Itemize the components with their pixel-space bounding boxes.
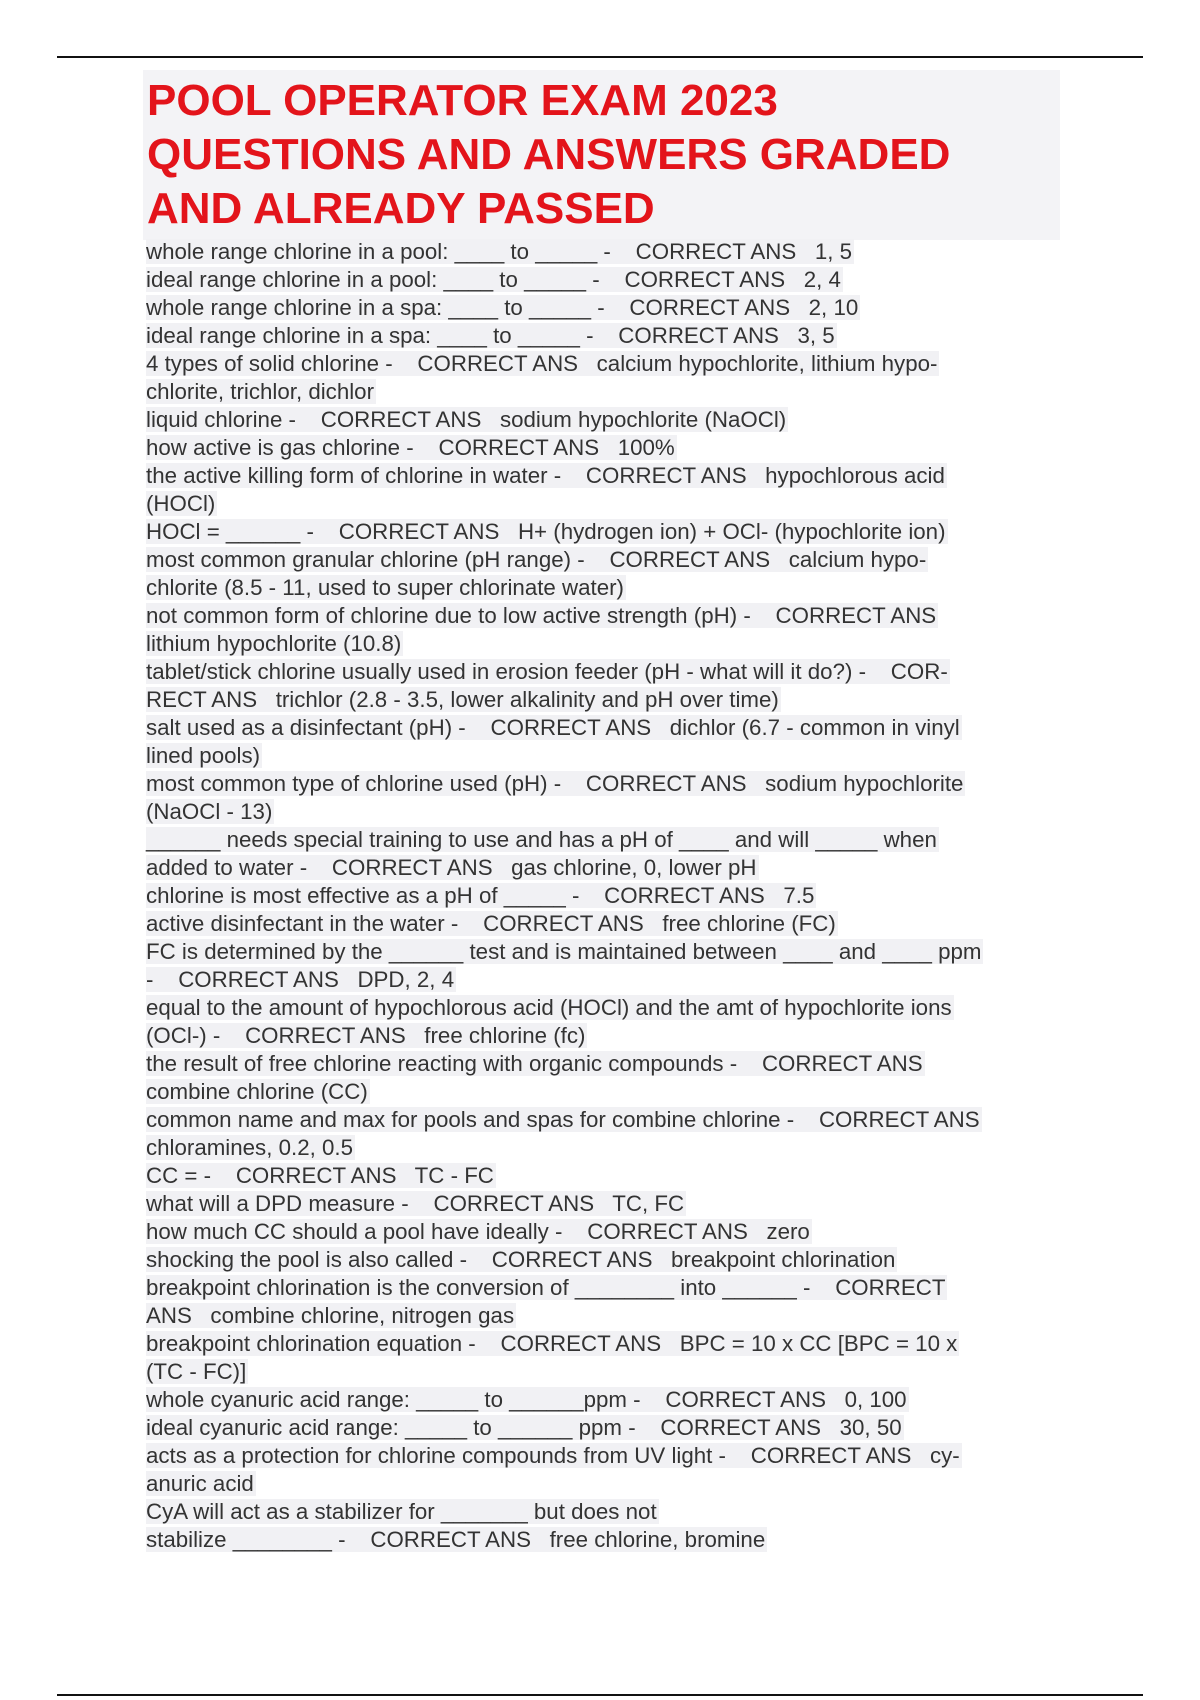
text-line: [146, 938, 1066, 966]
text-line: [146, 826, 1066, 854]
text-line: [146, 742, 1066, 770]
text-line-content: (OCl-) - CORRECT ANS free chlorine (fc): [146, 1023, 586, 1048]
text-line: [146, 1330, 1066, 1358]
text-line-content: (TC - FC)]: [146, 1359, 247, 1384]
text-line: [146, 882, 1066, 910]
text-line: [146, 630, 1066, 658]
title-line-1: POOL OPERATOR EXAM 2023: [147, 76, 778, 125]
text-line: [146, 686, 1066, 714]
text-line-content: (HOCl): [146, 491, 216, 516]
text-line-content: CC = - CORRECT ANS TC - FC: [146, 1163, 494, 1188]
text-line-content: anuric acid: [146, 1471, 254, 1496]
text-line-content: chlorine is most effective as a pH of _____ - CORRECT ANS 7.5: [146, 883, 815, 908]
text-line: [146, 518, 1066, 546]
text-line: [146, 770, 1066, 798]
text-line-content: liquid chlorine - CORRECT ANS sodium hypochlorite (NaOCl): [146, 407, 787, 432]
text-line: [146, 266, 1066, 294]
text-line: [146, 574, 1066, 602]
text-line-content: lithium hypochlorite (10.8): [146, 631, 402, 656]
text-line: [146, 434, 1066, 462]
text-line-content: added to water - CORRECT ANS gas chlorine, 0, lower pH: [146, 855, 757, 880]
text-line: [146, 1470, 1066, 1498]
text-line: [146, 462, 1066, 490]
text-line: [146, 1414, 1066, 1442]
text-line: [146, 1498, 1066, 1526]
text-line-content: (NaOCl - 13): [146, 799, 273, 824]
text-line-content: equal to the amount of hypochlorous acid (HOCl) and the amt of hypochlorite ions: [146, 995, 952, 1020]
text-line: [146, 1134, 1066, 1162]
text-line-content: CyA will act as a stabilizer for _______ but does not: [146, 1499, 657, 1524]
text-line-content: combine chlorine (CC): [146, 1079, 368, 1104]
text-line: [146, 546, 1066, 574]
text-line-content: ideal range chlorine in a pool: ____ to _____ - CORRECT ANS 2, 4: [146, 267, 841, 292]
text-line-content: common name and max for pools and spas for combine chlorine - CORRECT ANS: [146, 1107, 980, 1132]
text-line-content: stabilize ________ - CORRECT ANS free chlorine, bromine: [146, 1527, 766, 1552]
text-line: [146, 238, 1066, 266]
text-line: [146, 1050, 1066, 1078]
text-line: [146, 1190, 1066, 1218]
text-line-content: RECT ANS trichlor (2.8 - 3.5, lower alkalinity and pH over time): [146, 687, 779, 712]
text-line-content: how active is gas chlorine - CORRECT ANS 100%: [146, 435, 675, 460]
footer-rule: [57, 1694, 1143, 1696]
text-line: [146, 714, 1066, 742]
text-line: [146, 294, 1066, 322]
text-line: [146, 1526, 1066, 1554]
text-line: [146, 994, 1066, 1022]
header-rule: [57, 56, 1143, 58]
text-line-content: whole cyanuric acid range: _____ to ______ppm - CORRECT ANS 0, 100: [146, 1387, 907, 1412]
text-line-content: lined pools): [146, 743, 261, 768]
text-line: [146, 1302, 1066, 1330]
text-line-content: ideal range chlorine in a spa: ____ to _____ - CORRECT ANS 3, 5: [146, 323, 835, 348]
text-line: [146, 966, 1066, 994]
text-line: [146, 602, 1066, 630]
title-line-3: AND ALREADY PASSED: [147, 184, 655, 233]
text-line-content: shocking the pool is also called - CORRECT ANS breakpoint chlorination: [146, 1247, 896, 1272]
text-line-content: chlorite (8.5 - 11, used to super chlorinate water): [146, 575, 624, 600]
text-line-content: the active killing form of chlorine in water - CORRECT ANS hypochlorous acid: [146, 463, 945, 488]
text-line: [146, 1386, 1066, 1414]
text-line-content: tablet/stick chlorine usually used in erosion feeder (pH - what will it do?) - COR-: [146, 659, 948, 684]
text-line: [146, 1106, 1066, 1134]
title-line-2: QUESTIONS AND ANSWERS GRADED: [147, 130, 951, 179]
text-line-content: the result of free chlorine reacting with organic compounds - CORRECT ANS: [146, 1051, 923, 1076]
text-line-content: most common type of chlorine used (pH) - CORRECT ANS sodium hypochlorite: [146, 771, 964, 796]
text-line: [146, 1078, 1066, 1106]
text-line: [146, 1358, 1066, 1386]
text-line: [146, 910, 1066, 938]
text-line: [146, 1218, 1066, 1246]
text-line: [146, 1246, 1066, 1274]
text-line-content: ______ needs special training to use and has a pH of ____ and will _____ when: [146, 827, 937, 852]
text-line-content: how much CC should a pool have ideally - CORRECT ANS zero: [146, 1219, 810, 1244]
text-line: [146, 378, 1066, 406]
text-line-content: chlorite, trichlor, dichlor: [146, 379, 375, 404]
text-line-content: what will a DPD measure - CORRECT ANS TC, FC: [146, 1191, 685, 1216]
text-line-content: - CORRECT ANS DPD, 2, 4: [146, 967, 455, 992]
text-line-content: whole range chlorine in a spa: ____ to _____ - CORRECT ANS 2, 10: [146, 295, 859, 320]
text-line-content: breakpoint chlorination is the conversion of ________ into ______ - CORRECT: [146, 1275, 946, 1300]
question-answer-list: [146, 238, 1066, 1554]
text-line: [146, 854, 1066, 882]
text-line-content: whole range chlorine in a pool: ____ to _____ - CORRECT ANS 1, 5: [146, 239, 853, 264]
text-line-content: not common form of chlorine due to low active strength (pH) - CORRECT ANS: [146, 603, 937, 628]
text-line-content: ideal cyanuric acid range: _____ to ______ ppm - CORRECT ANS 30, 50: [146, 1415, 902, 1440]
text-line: [146, 350, 1066, 378]
text-line: [146, 322, 1066, 350]
text-line: [146, 1442, 1066, 1470]
text-line-content: ANS combine chlorine, nitrogen gas: [146, 1303, 515, 1328]
text-line-content: acts as a protection for chlorine compounds from UV light - CORRECT ANS cy-: [146, 1443, 960, 1468]
text-line: [146, 406, 1066, 434]
text-line-content: FC is determined by the ______ test and is maintained between ____ and ____ ppm: [146, 939, 982, 964]
text-line-content: most common granular chlorine (pH range) - CORRECT ANS calcium hypo-: [146, 547, 927, 572]
text-line-content: active disinfectant in the water - CORRECT ANS free chlorine (FC): [146, 911, 836, 936]
text-line-content: 4 types of solid chlorine - CORRECT ANS calcium hypochlorite, lithium hypo-: [146, 351, 938, 376]
document-title: [143, 70, 1060, 240]
text-line: [146, 1274, 1066, 1302]
text-line: [146, 490, 1066, 518]
text-line-content: breakpoint chlorination equation - CORRECT ANS BPC = 10 x CC [BPC = 10 x: [146, 1331, 958, 1356]
text-line-content: HOCl = ______ - CORRECT ANS H+ (hydrogen ion) + OCl- (hypochlorite ion): [146, 519, 946, 544]
text-line: [146, 658, 1066, 686]
text-line: [146, 798, 1066, 826]
text-line: [146, 1162, 1066, 1190]
text-line: [146, 1022, 1066, 1050]
text-line-content: chloramines, 0.2, 0.5: [146, 1135, 353, 1160]
text-line-content: salt used as a disinfectant (pH) - CORRECT ANS dichlor (6.7 - common in vinyl: [146, 715, 960, 740]
